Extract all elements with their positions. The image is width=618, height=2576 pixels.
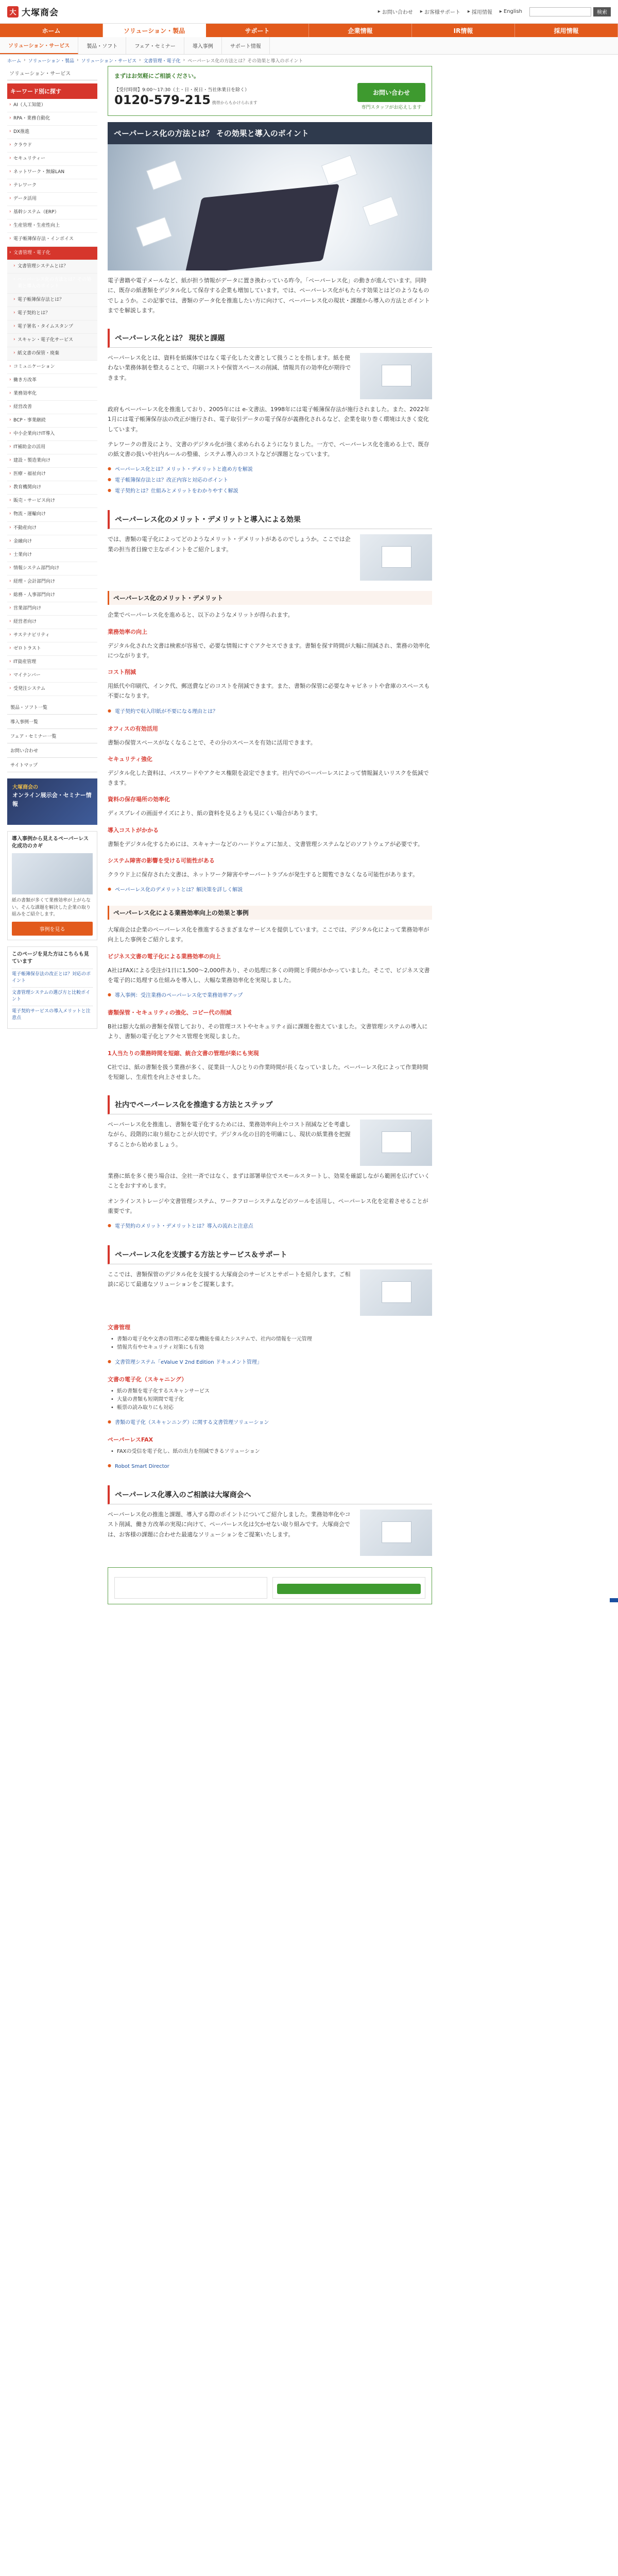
sidebar-subitem[interactable]: › 紙文書の保管・廃棄: [7, 347, 97, 361]
point-text: ディスプレイの画面サイズにより、紙の資料を見るよりも見にくい場合があります。: [108, 810, 321, 817]
sidebar-footer-link[interactable]: 製品・ソフト一覧: [7, 700, 97, 715]
sidebar-item[interactable]: › セキュリティー: [7, 152, 97, 166]
related-link[interactable]: ● 電子契約で収入印紙が不要になる理由とは？: [108, 706, 432, 717]
related-box: [7, 946, 97, 1029]
nav-home[interactable]: ホーム: [0, 24, 103, 37]
breadcrumb-item[interactable]: ソリューション・サービス: [81, 58, 136, 64]
point-text: 用紙代や印刷代、インク代、郵送費などのコストを削減できます。また、書類の保管に必要なキャビネットや倉庫のスペースも不要になります。: [108, 683, 430, 700]
contact-button-note: 専門スタッフがお応えします: [361, 105, 422, 110]
sidebar-footer-link[interactable]: フェア・セミナー一覧: [7, 729, 97, 743]
sidebar-item[interactable]: › サステナビリティ: [7, 629, 97, 642]
subnav-cases[interactable]: 導入事例: [184, 37, 222, 54]
related-link[interactable]: 電子帳簿保存法の改正とは？対応のポイント: [12, 969, 93, 987]
point-heading: 導入コストがかかる: [108, 826, 159, 834]
sidebar-item[interactable]: › ネットワーク・無線LAN: [7, 166, 97, 179]
breadcrumb-item[interactable]: ソリューション・製品: [28, 58, 74, 64]
logo-mark-icon: 大: [7, 6, 19, 18]
nav-company[interactable]: 企業情報: [309, 24, 412, 37]
sidebar: [7, 66, 97, 1604]
section-row: [108, 534, 432, 581]
global-nav: [0, 24, 618, 37]
related-link[interactable]: ● 電子契約のメリット・デメリットとは？導入の流れと注意点: [108, 1221, 432, 1232]
service-item: • 大量の書類も短期間で電子化: [115, 1396, 432, 1404]
sidebar-footer-link[interactable]: サイトマップ: [7, 758, 97, 772]
point-text: 書類の保管スペースがなくなることで、その分のスペースを有効に活用できます。: [108, 739, 316, 746]
related-link[interactable]: ● 電子帳簿保存法とは？改正内容と対応のポイント: [108, 475, 432, 486]
related-link[interactable]: 文書管理システムの選び方と比較ポイント: [12, 987, 93, 1006]
sidebar-heading: キーワード別に探す: [7, 83, 97, 99]
sidebar-item[interactable]: › IT資産管理: [7, 656, 97, 669]
top-link-contact[interactable]: ▸ お問い合わせ: [377, 9, 413, 15]
sidebar-subitem[interactable]: › ペーパーレス化の方法とは？その効果と導入のポイント: [7, 274, 97, 294]
contact-row: [114, 83, 425, 110]
sidebar-item[interactable]: › 金融向け: [7, 535, 97, 549]
section-text: では、書類の電子化によってどのようなメリット・デメリットがあるのでしょうか。ここでは企業の担当者目線で主なポイントをご紹介します。: [108, 536, 351, 553]
case-study-text: 紙の書類が多くて業務効率が上がらない。そんな課題を解決した企業の取り組みをご紹介します。: [12, 898, 91, 918]
sidebar-item[interactable]: › 中小企業向けIT導入: [7, 428, 97, 441]
sidebar-item[interactable]: › 教育機関向け: [7, 481, 97, 495]
sidebar-items: [7, 99, 97, 696]
section-heading: ペーパーレス化を支援する方法とサービス＆サポート: [108, 1245, 432, 1264]
nav-recruit[interactable]: 採用情報: [515, 24, 618, 37]
section-text: ここでは、書類保管のデジタル化を支援する大塚商会のサービスとサポートを紹介します。ご相談に応じて最適なソリューションをご提案します。: [108, 1271, 351, 1288]
sidebar-item[interactable]: › コミュニケーション: [7, 361, 97, 374]
sidebar-subitem[interactable]: › 電子契約とは？: [7, 307, 97, 320]
section-image: [360, 1510, 432, 1556]
search-box: [529, 7, 611, 16]
section-text: ペーパーレス化の推進と課題、導入する際のポイントについてご紹介しました。業務効率化やコスト削減、働き方改革の実現に向けて、ペーパーレス化は欠かせない取り組みです。大塚商会では、お客様の課題に合わせた最適なソリューションをご提案いたします。: [108, 1511, 351, 1538]
section-text: 大塚商会は企業のペーパーレス化を推進するさまざまなサービスを提供しています。ここでは、デジタル化によって業務効率が向上した事例をご紹介します。: [108, 926, 430, 943]
section-image: [360, 1269, 432, 1316]
service-item: • FAXの受信を電子化し、紙の出力を削減できるソリューション: [115, 1448, 432, 1456]
section-heading: ペーパーレス化のメリット・デメリットと導入による効果: [108, 510, 432, 529]
bottom-contact-button[interactable]: [277, 1584, 421, 1594]
subnav-solutions[interactable]: ソリューション・サービス: [0, 37, 78, 54]
related-list: [12, 969, 93, 1024]
section-text: ペーパーレス化とは、資料を紙媒体ではなく電子化した文書として扱うことを指します。紙を使わない業務体制を整えることで、印刷コストや保管スペースの削減、情報共有の効率化が期待できます。: [108, 354, 351, 381]
sidebar-item[interactable]: › テレワーク: [7, 179, 97, 193]
sidebar-item[interactable]: › 情報システム部門向け: [7, 562, 97, 575]
sidebar-footer-links: [7, 700, 97, 772]
tel-note: 携帯からもかけられます: [212, 100, 258, 105]
case-study-title: 導入事例から見えるペーパーレス化成功のカギ: [12, 836, 89, 850]
service-group-heading: 文書管理: [108, 1324, 130, 1331]
case-study-box: [7, 831, 97, 940]
service-item: • 帳票の読み取りにも対応: [115, 1404, 432, 1412]
banner-text: オンライン展示会・セミナー情報: [12, 792, 92, 807]
service-item: • 情報共有やセキュリティ対策にも有効: [115, 1344, 432, 1352]
point-text: B社は膨大な紙の書類を保管しており、その管理コストやセキュリティ面に課題を抱えていました。文書管理システムの導入により、書類の電子化とアクセス管理を実現しました。: [108, 1023, 428, 1040]
related-links: [108, 1357, 432, 1368]
contact-button-wrap: [357, 83, 425, 110]
service-group-heading: ペーパーレスFAX: [108, 1436, 153, 1443]
sub-nav: [0, 37, 618, 55]
paper-illustration: [363, 196, 399, 226]
service-list: [108, 1335, 432, 1352]
breadcrumb: ホーム › ソリューション・製品 › ソリューション・サービス › 文書管理・電子化 › ペーパーレス化の方法とは？その効果と導入のポイント: [7, 58, 303, 64]
point-text: デジタル化された文書は検索が容易で、必要な情報にすぐアクセスできます。書類を探す時間が大幅に削減され、業務の効率化につながります。: [108, 642, 430, 659]
point-text: C社では、紙の書類を扱う業務が多く、従業員一人ひとりの作業時間が長くなっていました。ペーパーレス化によって作業時間を短縮し、生産性を向上させました。: [108, 1063, 428, 1080]
sidebar-item[interactable]: › クラウド: [7, 139, 97, 152]
article-title: ペーパーレス化の方法とは？ その効果と導入のポイント: [108, 122, 432, 144]
point-heading: セキュリティ強化: [108, 755, 152, 762]
related-link[interactable]: 電子契約サービスの導入メリットと注意点: [12, 1006, 93, 1024]
section-heading: ペーパーレス化導入のご相談は大塚商会へ: [108, 1485, 432, 1504]
paper-illustration: [136, 217, 172, 247]
section-text: 政府もペーパーレス化を推進しており、2005年には e-文書法、1998年には電子帳簿保存法が施行されました。また、2022年1月には電子帳簿保存法の改正が施行され、電子取引データの電子保存が義務化されるなど、企業を取り巻く環境は大きく変化しています。: [108, 406, 430, 433]
related-link[interactable]: ● ペーパーレス化のデメリットとは？解決策を詳しく解説: [108, 885, 432, 895]
sidebar-item[interactable]: › 生産管理・生産性向上: [7, 219, 97, 233]
related-link[interactable]: ● 文書管理システム「eValue V 2nd Edition ドキュメント管理」: [108, 1357, 432, 1368]
section-row: [108, 1120, 432, 1166]
logo-text: 大塚商会: [22, 8, 59, 18]
section-text: ペーパーレス化を推進し、書類を電子化するためには、業務効率向上やコスト削減などを考慮しながら、段階的に取り組むことが大切です。デジタル化の目的を明確にし、現状の紙業務を把握することから始めましょう。: [108, 1121, 351, 1148]
sidebar-item[interactable]: › 働き方改革: [7, 374, 97, 387]
sidebar-footer-link[interactable]: 導入事例一覧: [7, 715, 97, 729]
search-button[interactable]: 検索: [593, 7, 611, 16]
sidebar-item[interactable]: › AI（人工知能）: [7, 99, 97, 112]
top-link-label: お客様サポート: [424, 10, 460, 15]
point-heading: 書類保管・セキュリティの強化、コピー代の削減: [108, 1009, 232, 1016]
section-image: [360, 534, 432, 581]
sidebar-subitem[interactable]: › 電子署名・タイムスタンプ: [7, 320, 97, 334]
top-link-label: English: [503, 9, 522, 14]
related-link[interactable]: ● 電子契約とは？仕組みとメリットをわかりやすく解説: [108, 486, 432, 497]
related-link[interactable]: ● 導入事例：受注業務のペーパーレス化で業務効率アップ: [108, 990, 432, 1001]
point-text: クラウド上に保存された文書は、ネットワーク障害やサーバートラブルが発生すると閲覧できなくなる可能性があります。: [108, 871, 419, 878]
section-text: テレワークの普及により、文書のデジタル化が強く求められるようになりました。一方で、ペーパーレス化を進める上で、既存の紙文書の扱いや社内ルールの整備、システム導入のコストなどが課題となっています。: [108, 440, 430, 457]
sidebar-item[interactable]: › 士業向け: [7, 549, 97, 562]
top-link-support[interactable]: ▸ お客様サポート: [420, 9, 460, 15]
section-text: 業務に紙を多く使う場合は、全社一斉ではなく、まずは部署単位でスモールスタートし、効果を確認しながら範囲を広げていくことをおすすめします。: [108, 1173, 430, 1190]
point-heading: ビジネス文書の電子化による業務効率の向上: [108, 953, 221, 960]
sidebar-footer-link[interactable]: お問い合わせ: [7, 743, 97, 758]
section-image: [360, 353, 432, 399]
point-heading: 1人当たりの業務時間を短縮、統合文書の管理が楽にも実現: [108, 1049, 259, 1057]
top-header: [0, 0, 618, 24]
service-item: • 紙の書類を電子化するスキャンサービス: [115, 1387, 432, 1396]
service-item: • 書類の電子化や文書の管理に必要な機能を備えたシステムで、社内の情報を一元管理: [115, 1335, 432, 1344]
related-title: このページを見た方はこちらも見ています: [12, 951, 89, 964]
breadcrumb-item[interactable]: 文書管理・電子化: [143, 58, 181, 64]
contact-button[interactable]: お問い合わせ: [357, 83, 425, 102]
service-list: [108, 1387, 432, 1412]
nav-ir[interactable]: IR情報: [412, 24, 515, 37]
tablet-illustration: [185, 184, 339, 270]
related-links: [108, 1221, 432, 1232]
sidebar-item[interactable]: › 受発注システム: [7, 683, 97, 696]
sidebar-item[interactable]: › 業務効率化: [7, 387, 97, 401]
top-link-english[interactable]: ▸ English: [499, 9, 522, 14]
tel-hours: 【受付時間】9:00〜17:30（土・日・祝日・当社休業日を除く）: [114, 88, 250, 93]
search-input[interactable]: [529, 7, 591, 16]
tel-number[interactable]: 0120-579-215: [114, 93, 211, 107]
content-layout: [0, 66, 618, 1604]
point-heading: システム障害の影響を受ける可能性がある: [108, 857, 215, 864]
section-heading: 社内でペーパーレス化を推進する方法とステップ: [108, 1095, 432, 1114]
sidebar-item[interactable]: › 文書管理・電子化: [7, 247, 97, 260]
sidebar-item[interactable]: › 経営者向け: [7, 616, 97, 629]
service-list: [108, 1448, 432, 1456]
sidebar-item[interactable]: › 電子帳簿保存法・インボイス: [7, 233, 97, 246]
breadcrumb-item[interactable]: ホーム: [7, 58, 22, 64]
point-heading: オフィスの有効活用: [108, 725, 158, 732]
sidebar-item[interactable]: › 経営改善: [7, 401, 97, 414]
top-links: [378, 7, 611, 16]
related-link[interactable]: ● 書類の電子化（スキャンニング）に関する文書管理ソリューション: [108, 1417, 432, 1428]
hero-image: [108, 144, 432, 270]
paper-illustration: [146, 160, 182, 190]
case-study-image: [12, 853, 93, 894]
point-text: 書類をデジタル化するためには、スキャナーなどのハードウェアに加え、文書管理システムなどのソフトウェアが必要です。: [108, 840, 423, 848]
subsection-heading: ペーパーレス化のメリット・デメリット: [108, 591, 432, 605]
bottom-web-col: [272, 1577, 425, 1599]
sidebar-subitem[interactable]: › 文書管理システムとは？: [7, 260, 97, 274]
related-links: [108, 706, 432, 717]
point-heading: 業務効率の向上: [108, 628, 147, 635]
contact-bar-top: [108, 66, 432, 116]
point-text: A社はFAXによる受注が1日に1,500〜2,000件あり、その処理に多くの時間と手間がかかっていました。そこで、ビジネス文書を電子的に処理する仕組みを導入し、大幅な業務効率化を実現しました。: [108, 967, 430, 984]
sidebar-item[interactable]: › マイナンバー: [7, 669, 97, 683]
bottom-split: [114, 1577, 425, 1599]
subsection-heading: ペーパーレス化による業務効率向上の効果と事例: [108, 906, 432, 920]
section-row: [108, 1510, 432, 1556]
sidebar-item[interactable]: › データ活用: [7, 193, 97, 206]
section-text: オンラインストレージや文書管理システム、ワークフローシステムなどのツールを活用し、ペーパーレス化を定着させることが重要です。: [108, 1197, 428, 1214]
case-study-button[interactable]: 事例を見る: [12, 922, 93, 936]
sidebar-title: ソリューション・サービス: [7, 66, 97, 80]
sidebar-item[interactable]: › 経理・会計部門向け: [7, 575, 97, 589]
sidebar-subitem[interactable]: › スキャン・電子化サービス: [7, 334, 97, 347]
related-links: [108, 1417, 432, 1428]
sidebar-item[interactable]: › 物流・運輸向け: [7, 508, 97, 521]
nav-solutions[interactable]: ソリューション・製品: [103, 24, 206, 37]
nav-support[interactable]: サポート: [206, 24, 309, 37]
related-links: [108, 885, 432, 895]
subnav-products[interactable]: 製品・ソフト: [78, 37, 126, 54]
bottom-tel-col: [114, 1577, 267, 1599]
sidebar-item[interactable]: › IT補助金の活用: [7, 441, 97, 454]
sidebar-item[interactable]: › 販売・サービス向け: [7, 495, 97, 508]
sidebar-item[interactable]: › RPA・業務自動化: [7, 112, 97, 126]
section-row: [108, 353, 432, 399]
section-heading: ペーパーレス化とは？ 現状と課題: [108, 329, 432, 348]
related-links: [108, 990, 432, 1001]
sidebar-item[interactable]: › DX推進: [7, 126, 97, 139]
top-link-label: お問い合わせ: [382, 10, 413, 15]
subnav-support[interactable]: サポート情報: [222, 37, 270, 54]
contact-label: まずはお気軽にご相談ください。: [114, 73, 199, 79]
point-heading: 資料の保存場所の効率化: [108, 796, 170, 803]
top-link-label: 採用情報: [471, 10, 492, 15]
sidebar-item[interactable]: › 不動産向け: [7, 522, 97, 535]
main-content: [108, 66, 432, 1604]
related-links: [108, 464, 432, 497]
sidebar-item[interactable]: › ゼロトラスト: [7, 642, 97, 656]
sidebar-item[interactable]: › 営業部門向け: [7, 602, 97, 616]
paper-illustration: [321, 155, 357, 185]
contact-box-bottom: [108, 1567, 432, 1604]
sidebar-item[interactable]: › 基幹システム（ERP）: [7, 206, 97, 219]
point-heading: コスト削減: [108, 669, 136, 675]
logo[interactable]: [7, 5, 59, 18]
tel-block: [114, 86, 258, 107]
subnav-fair[interactable]: フェア・セミナー: [126, 37, 184, 54]
section-image: [360, 1120, 432, 1166]
sidebar-item[interactable]: › 建設・製造業向け: [7, 454, 97, 468]
related-link[interactable]: ● Robot Smart Director: [108, 1461, 432, 1472]
intro-text: 電子書籍や電子メールなど、紙が担う情報がデータに置き換わっている昨今。「ペーパーレス化」の動きが進んでいます。同時に、既存の紙書類をデジタル化して保存する企業も増加しています。では、ペーパーレス化がもたらす効果とはどのようなものでしょうか。この記事では、書類のデータ化を推進したい方に向けて、ペーパーレス化の現状・課題から導入の方法とポイントまでを解説します。: [108, 277, 430, 314]
sidebar-item[interactable]: › BCP・事業継続: [7, 414, 97, 428]
online-fair-banner[interactable]: [7, 778, 97, 825]
top-link-recruit[interactable]: ▸ 採用情報: [467, 9, 492, 15]
sidebar-item[interactable]: › 総務・人事部門向け: [7, 589, 97, 602]
sidebar-item[interactable]: › 医療・福祉向け: [7, 468, 97, 481]
sidebar-subitem[interactable]: › 電子帳簿保存法とは？: [7, 294, 97, 307]
point-text: デジタル化した資料は、パスワードやアクセス権限を設定できます。社内でのペーパーレスによって情報漏えいリスクを低減できます。: [108, 769, 429, 786]
section-text: 企業でペーパーレス化を進めると、以下のようなメリットが得られます。: [108, 612, 294, 619]
related-links: [108, 1461, 432, 1472]
breadcrumb-current: ペーパーレス化の方法とは？その効果と導入のポイント: [187, 58, 303, 64]
related-link[interactable]: ● ペーパーレス化とは？メリット・デメリットと進め方を解説: [108, 464, 432, 475]
banner-small-text: 大塚商会の: [12, 785, 38, 791]
service-group-heading: 文書の電子化（スキャニング）: [108, 1376, 187, 1383]
section-row: [108, 1269, 432, 1316]
page-id-tag: [610, 1598, 618, 1602]
